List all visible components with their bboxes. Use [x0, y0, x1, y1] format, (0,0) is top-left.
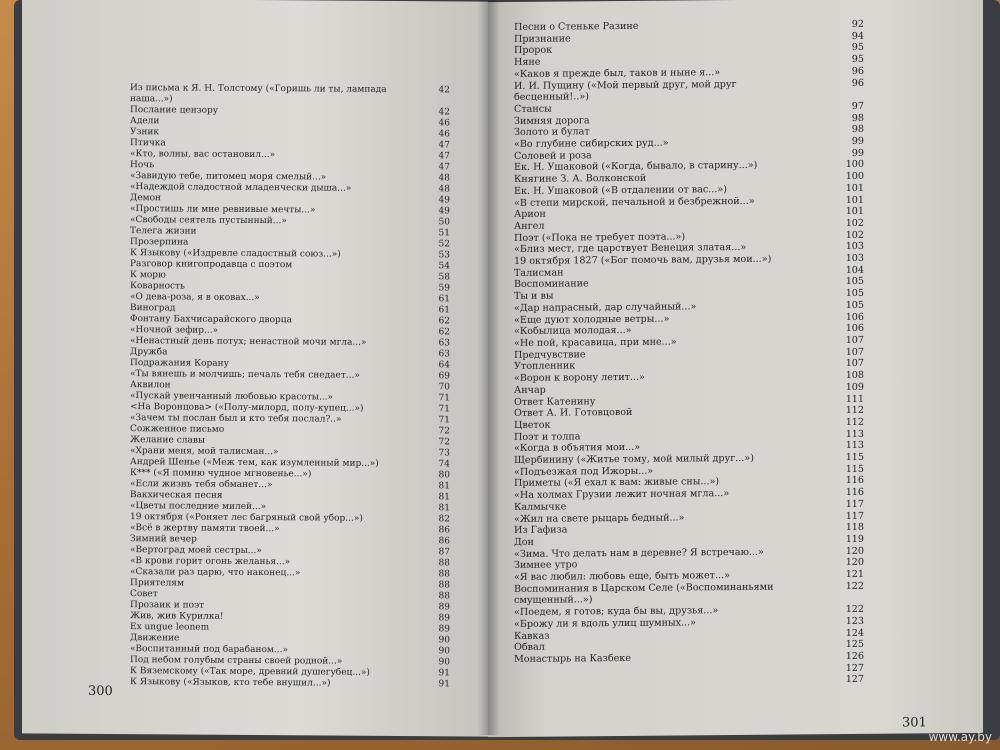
- toc-entry-title: Подражания Корану: [130, 358, 229, 369]
- toc-entry-page: 100: [845, 159, 864, 171]
- toc-entry-title: Цветок: [514, 419, 551, 431]
- toc-entry-page: 117: [845, 510, 864, 522]
- toc-entry-title: И. И. Пущину («Мой первый друг, мой друг бесценный!..»): [514, 78, 737, 104]
- toc-entry-page: 49: [438, 206, 450, 217]
- toc-entry-title: «Свободы сеятель пустынный...»: [130, 215, 287, 227]
- toc-entry-title: «Близ мест, где царствует Венеция златая...»: [514, 242, 747, 256]
- toc-entry-title: «Ворон к ворону летит...»: [514, 371, 645, 385]
- toc-entry-title: 19 октября («Роняет лес багряный свой убор...»): [130, 512, 363, 524]
- toc-entry-title: «Зима. Что делать нам в деревне? Я встречаю...»: [514, 546, 764, 560]
- toc-entry-page: 82: [438, 514, 450, 525]
- toc-entry-title: Анчар: [514, 384, 546, 396]
- toc-entry: [130, 83, 450, 107]
- toc-entry-title: Зимнее утро: [514, 559, 578, 572]
- toc-entry-page: 52: [438, 239, 450, 250]
- toc-entry-page: 70: [438, 382, 450, 393]
- toc-entry-title: Няне: [514, 56, 541, 69]
- toc-entry-page: 113: [845, 440, 864, 452]
- toc-entry-page: 50: [438, 217, 450, 228]
- toc-entry-page: 63: [438, 349, 450, 360]
- toc-entry-title: Ты и вы: [514, 290, 554, 303]
- toc-entry-title: Фонтану Бахчисарайского дворца: [130, 314, 292, 326]
- toc-entry-page: 117: [845, 498, 864, 510]
- toc-entry-title: Адели: [130, 116, 160, 127]
- toc-entry-page: 105: [845, 288, 864, 300]
- toc-entry-page: 42: [438, 85, 450, 96]
- toc-entry-title: «О дева-роза, я в оковах...»: [130, 292, 260, 304]
- toc-entry-page: 86: [438, 536, 450, 547]
- toc-entry-title: К морю: [130, 270, 166, 281]
- toc-entry-page: 61: [438, 294, 450, 305]
- toc-entry-title: Движение: [130, 633, 180, 644]
- toc-entry-title: Зимний вечер: [130, 534, 197, 545]
- toc-entry-page: 48: [438, 173, 450, 184]
- toc-entry-title: «Завидую тебе, питомец моря смелый...»: [130, 171, 327, 183]
- toc-entry-title: Воспоминание: [514, 278, 589, 291]
- toc-entry-page: 101: [845, 194, 864, 206]
- toc-entry-title: Калмычке: [514, 501, 567, 513]
- toc-entry-title: «Ненастный день потух; ненастной мочи мгла...»: [130, 336, 367, 348]
- toc-entry-page: 88: [438, 558, 450, 569]
- toc-entry-title: «Сказали раз царю, что наконец...»: [130, 567, 301, 579]
- toc-entry-page: 99: [851, 147, 864, 159]
- toc-entry-title: Утопленник: [514, 360, 576, 373]
- toc-entry-page: 109: [845, 381, 864, 393]
- toc-entry-page: 72: [438, 426, 450, 437]
- toc-entry-page: 120: [845, 557, 864, 569]
- toc-entry-title: Пророк: [514, 45, 553, 57]
- toc-entry-title: «Дар напрасный, дар случайный...»: [514, 301, 697, 314]
- toc-entry-page: 59: [438, 283, 450, 294]
- toc-entry-page: 53: [438, 250, 450, 261]
- toc-entry-page: 105: [845, 276, 864, 288]
- toc-entry-page: 89: [438, 602, 450, 613]
- toc-entry-title: Птичка: [130, 138, 166, 149]
- toc-entry-title: «Цветы последние милей...»: [130, 501, 267, 513]
- toc-entry-title: «Кобылица молодая...»: [514, 325, 632, 338]
- toc-entry-page: 112: [845, 405, 864, 417]
- watermark: www.ay.by: [928, 730, 992, 744]
- toc-entry-title: Приметы («Я ехал к вам: живые сны...»): [514, 476, 720, 490]
- toc-entry-title: Ответ А. И. Готовцовой: [514, 407, 633, 420]
- toc-entry-page: 48: [438, 184, 450, 195]
- toc-entry-title: Песни о Стеньке Разине: [514, 20, 639, 33]
- toc-entry-title: Из Гафиза: [514, 524, 568, 537]
- toc-entry-page: 47: [438, 162, 450, 173]
- toc-entry-page: 49: [438, 195, 450, 206]
- toc-entry-title: Княгине З. А. Волконской: [514, 172, 647, 186]
- toc-entry-page: 47: [438, 140, 450, 151]
- toc-entry-title: «Пускай увенчанный любовью красоты...»: [130, 391, 334, 403]
- toc-entry-title: К*** («Я помню чудное мгновенье...»): [130, 468, 312, 480]
- toc-entry-title: <На Воронцова> («Полу-милорд, полу-купец...»): [130, 402, 364, 414]
- toc-entry-title: «Каков я прежде был, таков и ныне я...»: [514, 66, 721, 80]
- toc-entry-title: Послание цензору: [130, 105, 219, 116]
- toc-entry-page: 123: [845, 615, 864, 627]
- toc-entry-title: «Ночной зефир...»: [130, 325, 219, 336]
- toc-entry-title: Ангел: [514, 220, 545, 232]
- toc-entry-page: 92: [851, 18, 864, 30]
- toc-entry-page: 106: [845, 323, 864, 335]
- toc-entry-title: Виноград: [130, 303, 176, 314]
- toc-entry-page: 88: [438, 569, 450, 580]
- toc-entry-page: 122: [845, 604, 864, 616]
- toc-entry-page: 71: [438, 415, 450, 426]
- toc-entry-page: 90: [438, 635, 450, 646]
- toc-extra-page: [514, 674, 864, 689]
- toc-entry-title: Дон: [514, 536, 534, 548]
- toc-entry-title: «Когда в объятия мои...»: [514, 442, 641, 455]
- toc-entry-page: 101: [845, 206, 864, 218]
- toc-entry-page: 124: [845, 627, 864, 639]
- toc-entry-title: К Языкову («Издревле сладостный союз...»): [130, 248, 341, 260]
- toc-entry-page: 80: [438, 470, 450, 481]
- toc-entry-page: 121: [845, 568, 864, 581]
- toc-entry-title: Ответ Катенину: [514, 395, 596, 408]
- toc-entry-page: 62: [438, 316, 450, 327]
- toc-entry-page: 113: [845, 428, 864, 440]
- toc-entry-title: Дружба: [130, 347, 168, 358]
- book-gutter: [478, 0, 500, 735]
- toc-entry-title: Поэт («Пока не требует поэта...»): [514, 231, 686, 244]
- toc-entry-title: Талисман: [514, 267, 564, 279]
- toc-entry-page: 111: [845, 393, 864, 405]
- toc-entry-title: «В крови горит огонь желанья...»: [130, 556, 291, 568]
- toc-entry-title: Желание славы: [130, 435, 206, 446]
- toc-entry: [130, 677, 450, 690]
- toc-entry-title: Ек. Н. Ушаковой («В отдалении от вас...»): [514, 183, 727, 197]
- toc-entry-title: Аквилон: [130, 380, 171, 391]
- toc-entry-page: 100: [845, 171, 864, 183]
- toc-entry-title: Обвал: [514, 641, 545, 654]
- toc-entry-title: «Не пой, красавица, при мне...»: [514, 336, 677, 349]
- toc-entry-page: 104: [845, 264, 864, 276]
- toc-entry-title: Совет: [130, 589, 158, 600]
- toc-entry-title: Сожженное письмо: [130, 424, 225, 435]
- toc-entry-page: 91: [438, 679, 450, 690]
- toc-entry-title: Ек. Н. Ушаковой («Когда, бывало, в старину...»): [514, 160, 758, 174]
- toc-entry-title: Узник: [130, 127, 160, 138]
- toc-entry-title: Коварность: [130, 281, 185, 292]
- toc-entry-page: 96: [851, 65, 864, 77]
- toc-entry-title: «Я вас любил: любовь еще, быть может...»: [514, 570, 730, 583]
- toc-entry-page: 107: [845, 346, 864, 358]
- toc-entry-page: 116: [845, 475, 864, 487]
- toc-entry-page: 116: [845, 487, 864, 499]
- toc-entry-page: 90: [438, 646, 450, 657]
- toc-entry: [514, 581, 864, 607]
- toc-entry-page: 72: [438, 437, 450, 448]
- toc-entry-page: 74: [438, 459, 450, 470]
- toc-entry-page: 120: [845, 545, 864, 557]
- page-number-left: 300: [88, 683, 113, 700]
- toc-entry-page: 64: [438, 360, 450, 371]
- toc-entry-title: «Во глубине сибирских руд...»: [514, 137, 669, 150]
- toc-entry-title: Разговор книгопродавца с поэтом: [130, 259, 293, 271]
- toc-entry-page: 122: [845, 580, 864, 592]
- toc-entry-title: «Воспитанный под барабаном...»: [130, 644, 288, 656]
- toc-entry-title: Монастырь на Казбеке: [514, 652, 631, 665]
- toc-entry-title: Ночь: [130, 160, 155, 171]
- toc-entry-page: 81: [438, 481, 450, 492]
- toc-entry-title: «Кто, волны, вас остановил...»: [130, 149, 276, 161]
- toc-entry-page: 98: [851, 112, 864, 124]
- toc-entry-page: 88: [438, 580, 450, 591]
- toc-entry-title: К Вяземскому («Так море, древний душегубец...»): [130, 666, 370, 678]
- toc-entry-title: Признание: [514, 33, 571, 45]
- toc-entry-page: 62: [438, 327, 450, 338]
- toc-entry: [514, 77, 864, 103]
- toc-entry-page: 58: [438, 272, 450, 283]
- toc-entry-title: Демон: [130, 193, 162, 204]
- toc-entry-page: 88: [438, 591, 450, 602]
- toc-entry-page: 47: [438, 151, 450, 162]
- toc-entry-title: Соловей и роза: [514, 149, 592, 162]
- toc-entry-title: Золото и булат: [514, 126, 590, 139]
- toc-entry-title: Телега жизни: [130, 226, 197, 237]
- toc-entry-page: 95: [851, 42, 864, 54]
- toc-entry-title: Воспоминания в Царском Селе («Воспоминаньями смущенный...»): [514, 581, 774, 607]
- toc-entry-title: Ex ungue leonem: [130, 622, 210, 633]
- toc-entry-page: 127: [845, 674, 864, 686]
- toc-entry-title: Прозерпина: [130, 237, 189, 248]
- toc-entry-title: Под небом голубым страны своей родной...»: [130, 655, 343, 667]
- toc-entry-title: «Вертоград моей сестры...»: [130, 545, 262, 557]
- toc-entry-page: 112: [845, 416, 864, 428]
- toc-entry-page: 73: [438, 448, 450, 459]
- table-of-contents-right: [514, 19, 864, 689]
- table-of-contents-left: [130, 83, 450, 690]
- toc-entry-page: 96: [851, 77, 864, 89]
- right-page: [488, 0, 983, 737]
- toc-entry-page: 102: [845, 217, 864, 229]
- toc-entry-page: 61: [438, 305, 450, 316]
- toc-entry-title: К Языкову («Языков, кто тебе внушил...»): [130, 677, 331, 689]
- toc-entry-page: 86: [438, 525, 450, 536]
- toc-entry-page: 63: [438, 338, 450, 349]
- toc-entry-page: 115: [845, 451, 864, 464]
- toc-entry-title: Щербинину («Житье тому, мой милый друг...»): [514, 452, 754, 466]
- toc-entry-title: Кавказ: [514, 630, 550, 642]
- toc-entry-page: 103: [845, 241, 864, 253]
- toc-entry-page: 90: [438, 657, 450, 668]
- toc-entry-title: Жив, жив Курилка!: [130, 611, 224, 622]
- toc-entry-page: 118: [845, 522, 864, 534]
- toc-entry-title: «Простишь ли мне ревнивые мечты...»: [130, 204, 316, 216]
- toc-entry-page: 98: [851, 124, 864, 136]
- toc-entry-page: 71: [438, 393, 450, 404]
- toc-entry-title: «Ты вянешь и молчишь; печаль тебя снедает...»: [130, 369, 360, 381]
- toc-entry-title: Поэт и толпа: [514, 430, 581, 443]
- toc-entry-page: 46: [438, 118, 450, 129]
- toc-entry-page: 107: [845, 334, 864, 347]
- toc-entry-title: Андрей Шенье («Меж тем, как изумленный мир...»): [130, 457, 379, 469]
- toc-entry-title: «Если жизнь тебя обманет...»: [130, 479, 273, 491]
- toc-entry-title: Вакхическая песня: [130, 490, 223, 501]
- left-page: [22, 0, 488, 737]
- toc-entry-page: 99: [851, 135, 864, 148]
- toc-entry-title: Арион: [514, 208, 546, 221]
- toc-entry-page: 46: [438, 129, 450, 140]
- toc-entry-title: «Еще дуют холодные ветры...»: [514, 313, 670, 326]
- toc-entry-page: 115: [845, 463, 864, 475]
- toc-entry-title: Зимняя дорога: [514, 114, 590, 127]
- toc-entry-title: Приятелям: [130, 578, 184, 589]
- toc-entry-page: 91: [438, 668, 450, 679]
- toc-entry-title: «В степи мирской, печальной и безбрежной...»: [514, 195, 755, 209]
- toc-entry-page: 89: [438, 613, 450, 624]
- toc-entry-page: 89: [438, 624, 450, 635]
- toc-entry-title: Из письма к Я. Н. Толстому («Горишь ли ты, лампада наша...»): [130, 83, 387, 105]
- toc-entry-page: 71: [438, 404, 450, 415]
- toc-entry-page: 105: [845, 299, 864, 311]
- toc-entry-title: Предчувствие: [514, 348, 586, 361]
- toc-entry-page: 119: [845, 533, 864, 545]
- toc-entry-title: «Храни меня, мой талисман...»: [130, 446, 279, 458]
- toc-entry-title: Прозаик и поэт: [130, 600, 205, 611]
- toc-entry-page: 42: [438, 107, 450, 118]
- toc-entry-page: 54: [438, 261, 450, 272]
- toc-entry-title: «Зачем ты послан был и кто тебя послал?..»: [130, 413, 342, 425]
- toc-entry-title: «Всё в жертву памяти твоей...»: [130, 523, 280, 535]
- toc-entry-page: 94: [851, 30, 864, 42]
- toc-entry-page: 102: [845, 229, 864, 241]
- toc-entry-title: «Поедем, я готов; куда бы вы, друзья...»: [514, 605, 719, 619]
- toc-entry-title: «Брожу ли я вдоль улиц шумных...»: [514, 617, 696, 630]
- toc-entry-page: 127: [845, 662, 864, 674]
- toc-entry-page: 126: [845, 650, 864, 663]
- toc-entry-page: 87: [438, 547, 450, 558]
- page-number-right: 301: [902, 715, 927, 731]
- toc-entry-title: «Надеждой сладостной младенчески дыша...»: [130, 182, 352, 194]
- toc-entry-page: 81: [438, 492, 450, 503]
- toc-entry-title: «Жил на свете рыцарь бедный...»: [514, 511, 685, 525]
- toc-entry-page: 95: [851, 53, 864, 66]
- toc-entry-page: 125: [845, 639, 864, 651]
- toc-entry-page: 107: [845, 358, 864, 370]
- toc-entry-page: 108: [845, 369, 864, 382]
- toc-entry-page: 69: [438, 371, 450, 382]
- toc-entry-page: 106: [845, 311, 864, 323]
- toc-entry-page: 103: [845, 252, 864, 265]
- toc-entry-page: 51: [438, 228, 450, 239]
- toc-entry-page: 81: [438, 503, 450, 514]
- toc-entry-title: «На холмах Грузии лежит ночная мгла...»: [514, 488, 730, 502]
- toc-entry-page: 97: [851, 100, 864, 112]
- toc-entry-title: 19 октября 1827 («Бог помочь вам, друзья мои...»): [514, 253, 772, 267]
- toc-entry-title: «Подъезжая под Ижоры...»: [514, 465, 654, 478]
- toc-entry-page: 101: [845, 182, 864, 194]
- toc-entry-title: Стансы: [514, 103, 552, 115]
